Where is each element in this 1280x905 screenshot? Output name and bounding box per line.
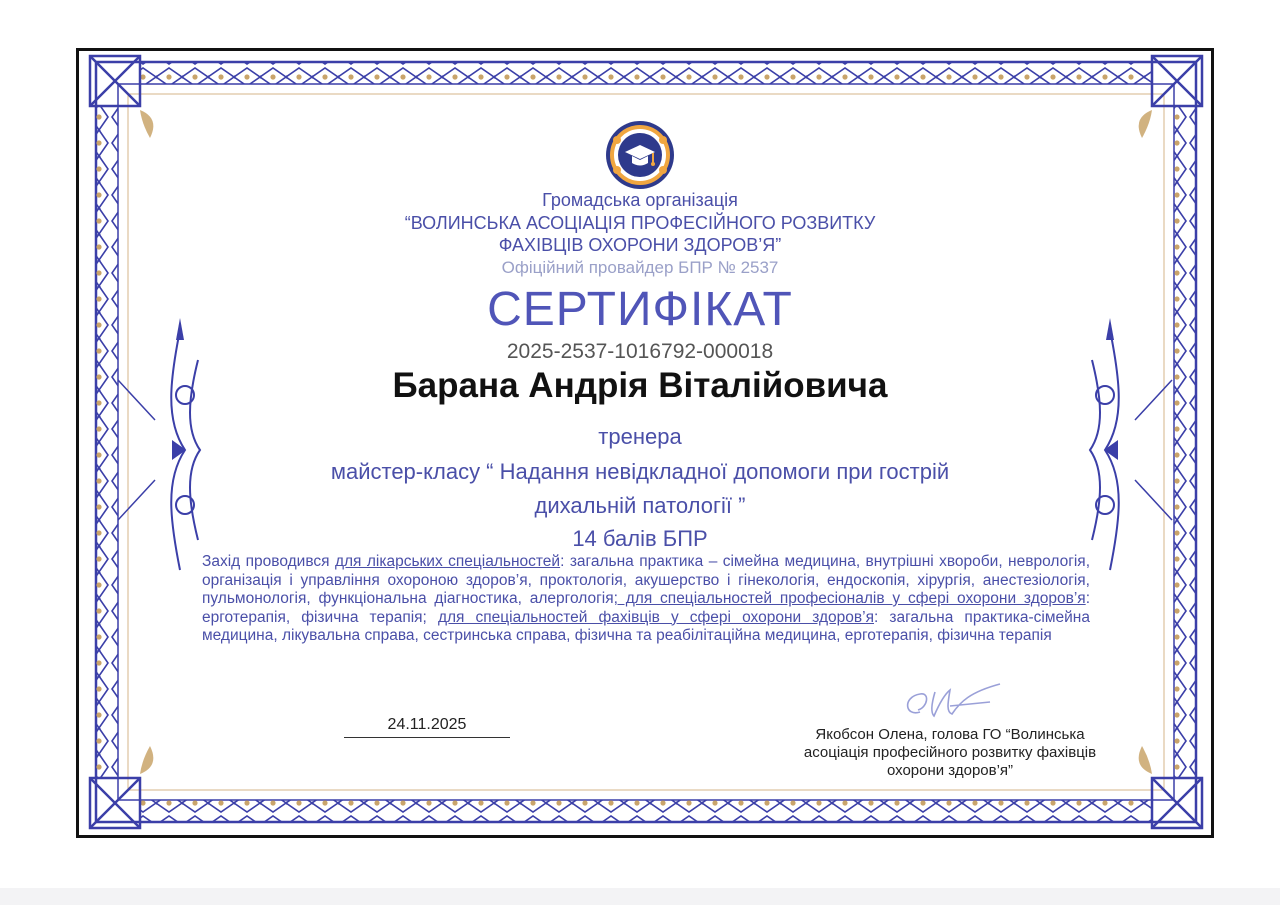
cpd-points: 14 балів БПР <box>572 526 708 551</box>
certificate-title: СЕРТИФІКАТ <box>487 283 793 336</box>
organization-name-line2: ФАХІВЦІВ ОХОРОНИ ЗДОРОВ’Я” <box>498 235 782 255</box>
organization-logo <box>603 118 677 192</box>
provider-number: Офіційний провайдер БПР № 2537 <box>501 258 779 277</box>
organization-name <box>0 212 1280 256</box>
signatory <box>770 726 1130 780</box>
viewer-bottom-strip <box>0 888 1280 905</box>
signatory-line2: асоціація професійного розвитку фахівців <box>803 744 1097 761</box>
organization-name-line1: “ВОЛИНСЬКА АСОЦІАЦІЯ ПРОФЕСІЙНОГО РОЗВИТКУ <box>404 213 876 233</box>
event-title-line1: майстер-класу “ Надання невідкладної допомоги при гострій <box>330 459 950 484</box>
signatory-line3: охорони здоров’я” <box>886 762 1014 779</box>
certificate-number: 2025-2537-1016792-000018 <box>506 340 774 363</box>
date-underline <box>344 737 510 738</box>
recipient-name: Барана Андрія Віталійовича <box>392 366 888 405</box>
recipient-role: тренера <box>598 424 682 449</box>
signature-image <box>890 672 1030 732</box>
issue-date: 24.11.2025 <box>387 716 467 733</box>
organization-label: Громадська організація <box>542 190 738 210</box>
event-description: Захід проводився для лікарських спеціальностей: загальна практика – сімейна медицина, внутрішні хвороби, неврологія, організація і управління охороною здоров’я, проктологія, акушерство і гінекологія, ендоскопія, хірургія, анестезіологія, пульмонологія, функціональна діагностика, алергологія; для спеціальностей професіоналів у сфері охорони здоров’я: ерготерапія, фізична терапія; для спеціальностей фахівців у сфері охорони здоров’я: загальна практика-сімейна медицина, лікувальна справа, сестринська справа, фізична та реабілітаційна медицина, ерготерапія, фізична терапія <box>202 553 1090 644</box>
event-title <box>0 455 1280 523</box>
event-title-line2: дихальній патології ” <box>534 493 746 518</box>
signatory-line1: Якобсон Олена, голова ГО “Волинська <box>815 726 1085 743</box>
